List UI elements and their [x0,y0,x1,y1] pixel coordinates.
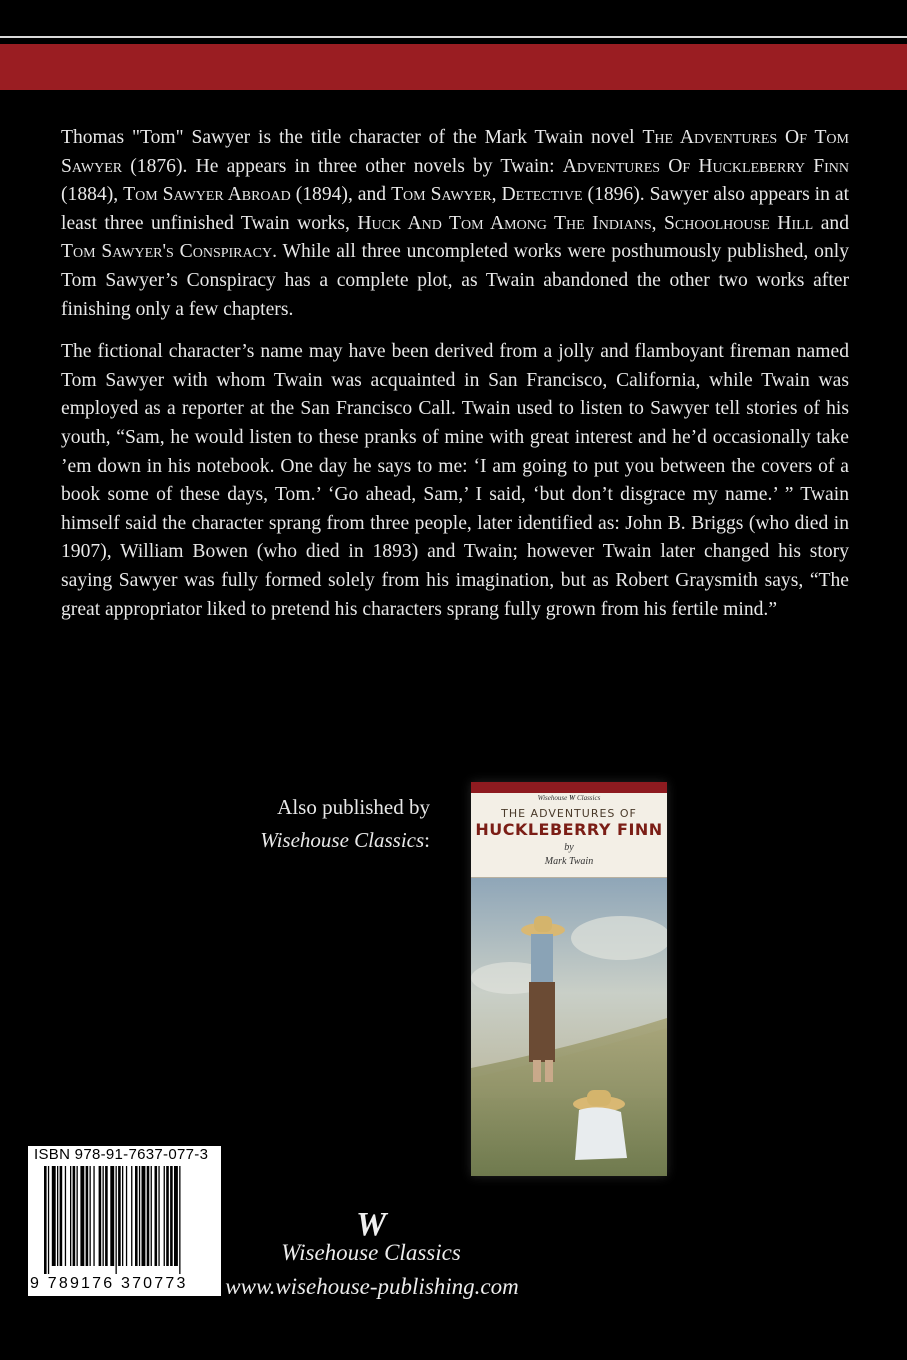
barcode-bar [155,1166,158,1266]
cover-painting [471,878,667,1176]
barcode-bar [73,1166,76,1266]
barcode-bar [158,1166,159,1266]
barcode-bar [103,1166,104,1266]
barcode-bar [93,1166,94,1266]
barcode-bar [110,1166,114,1266]
barcode-bar [126,1166,127,1266]
barcode-bar [60,1166,63,1266]
barcode-bar [90,1166,91,1266]
book-title-smallcaps: Adventures Of Huckleberry Finn [562,155,849,177]
barcode-bar [142,1166,146,1266]
barcode-digits: 9 789176 370773 [30,1275,188,1292]
barcode-bar [116,1166,117,1274]
book-title-smallcaps: Tom Sawyer Abroad [123,184,291,206]
blurb-paragraph-2: The fictional character’s name may have been derived from a jolly and flamboyant fireman named Tom Sawyer with whom Twain was acquainted in San Francisco, California, while Twain was employed as a reporter at the San Francisco Call. Twain used to listen to Sawyer tell stories of his youth, “Sam, he would listen to these pranks of mine with great interest and he’d occasionally take ’em down in his notebook. One day he says to me: ‘I am going to put you between the covers of a book some of these days, Tom.’ ‘Go ahead, Sam,’ I said, ‘but don’t disgrace my name.’ ” Twain himself said the character sprang from three people, later identified as: John B. Briggs (who died in 1907), William Bowen (who died in 1893) and Twain; however Twain later changed his story saying Sawyer was fully formed solely from his imagination, but as Robert Graysmith says, “The great appropriator liked to pretend his characters sprang fully grown from his fertile mind.” [61,341,849,620]
back-cover-blurb [61,124,849,638]
publisher-name: Wisehouse Classics [260,828,425,852]
barcode-bar [105,1166,108,1266]
featured-book-cover[interactable] [471,782,667,1176]
cover-top-band [471,782,667,793]
barcode-bar [135,1166,138,1266]
blurb-text-run: (1896). Sawyer also appears in at least three unfinished Twain works, [61,184,850,234]
header-band [0,44,907,90]
blurb-text-run: and [813,212,850,234]
barcode-bar [48,1166,49,1274]
book-title-smallcaps: Schoolhouse Hill [664,212,814,234]
barcode-bar [170,1166,173,1266]
barcode-bar [174,1166,178,1266]
cover-author: Mark Twain [544,856,594,867]
barcode-panel [28,1146,221,1296]
barcode-bar [65,1166,66,1266]
also-published-caption [210,791,430,857]
cover-title-panel [471,803,667,878]
barcode-bar [86,1166,89,1266]
publisher-colon: : [424,828,430,852]
blurb-text-run: , [651,212,665,234]
barcode-bar [77,1166,78,1266]
cover-title-line-1: THE ADVENTURES OF [501,807,637,820]
blurb-paragraph-1 [61,124,849,324]
barcode-bar [151,1166,152,1266]
also-published-line: Also published by [277,795,430,819]
barcode-bar [52,1166,56,1266]
publisher-website[interactable]: www.wisehouse-publishing.com [225,1274,519,1299]
book-title-smallcaps: Tom Sawyer, Detective [391,184,583,206]
barcode-bar [99,1166,102,1266]
barcode-bar [166,1166,169,1266]
barcode-bar [131,1166,132,1266]
blurb-text-run: . While all three uncompleted works were posthumously published, only Tom Sawyer’s Conspiracy has a complete plot, as Twain abandoned the other two works after finishing only a few chapters. [61,241,849,320]
book-title-smallcaps: The Adventures Of Tom Sawyer [61,127,849,177]
top-rule [0,36,907,38]
cover-brand-mark: W [568,794,576,802]
book-title-smallcaps: Huck And Tom Among The Indians [357,212,652,234]
barcode-bar [164,1166,165,1266]
cover-brand-left: Wisehouse [537,794,568,802]
barcode-bar [118,1166,121,1266]
book-title-smallcaps: Tom Sawyer's Conspiracy [61,241,273,263]
blurb-text-run: (1884), [61,184,124,206]
cover-brand [471,793,667,803]
blurb-text-run: (1894), and [290,184,392,206]
barcode-bar [57,1166,58,1266]
barcode-bar [139,1166,140,1266]
blurb-text-run: (1876). He appears in three other novels by Twain: [122,155,563,177]
barcode-bar [122,1166,123,1266]
barcode-bar [179,1166,180,1274]
barcode-bar [80,1166,84,1266]
barcode-bars [44,1166,220,1274]
blurb-text-run: Thomas "Tom" Sawyer is the title character of the Mark Twain novel [61,127,643,148]
barcode-bar [70,1166,71,1266]
imprint-name: Wisehouse Classics [281,1240,461,1265]
publisher-line [210,824,430,857]
publisher-logo-icon: W [356,1206,387,1243]
barcode-bar [44,1166,47,1274]
cover-title-line-2: HUCKLEBERRY FINN [475,820,663,839]
cover-by: by [564,842,574,853]
isbn-label: ISBN 978-91-7637-077-3 [34,1146,209,1163]
barcode-bar [147,1166,150,1266]
cover-brand-right: Classics [576,794,601,802]
